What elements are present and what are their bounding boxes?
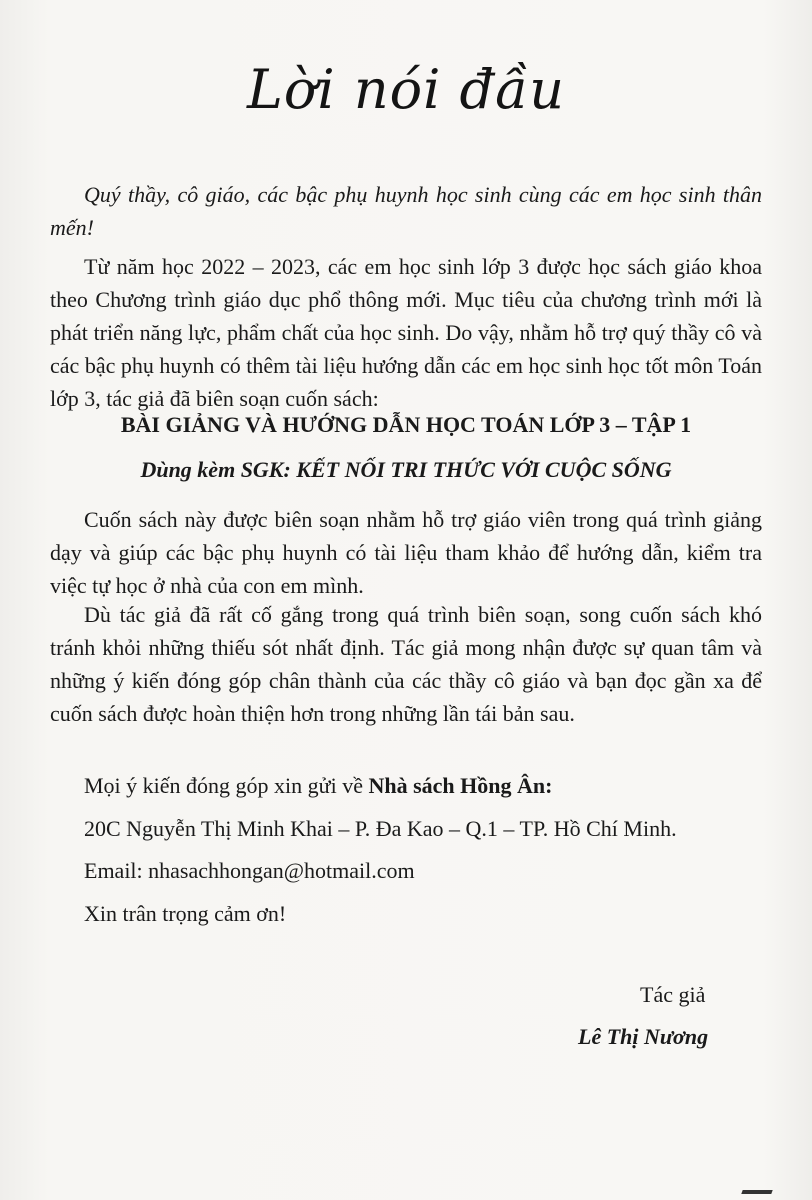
purpose-paragraph: Cuốn sách này được biên soạn nhằm hỗ trợ giáo viên trong quá trình giảng dạy và giúp các bậc phụ huynh có tài liệu tham khảo để hướng dẫn, kiểm tra việc tự học ở nhà của con em mình. (50, 507, 762, 598)
publisher-colon: : (545, 773, 553, 798)
book-title: BÀI GIẢNG VÀ HƯỚNG DẪN HỌC TOÁN LỚP 3 – TẬP 1 (120, 412, 692, 437)
publisher-name: Nhà sách Hồng Ân (368, 773, 546, 798)
intro-paragraph: Từ năm học 2022 – 2023, các em học sinh lớp 3 được học sách giáo khoa theo Chương trình giáo dục phổ thông mới. Mục tiêu của chương trình mới là phát triển năng lực, phẩm chất của học sinh. Do vậy, nhằm hỗ trợ quý thầy cô và các bậc phụ huynh có thêm tài liệu hướng dẫn các em học sinh học tốt môn Toán lớp 3, tác giả đã biên soạn cuốn sách: (50, 254, 762, 411)
contact-lead: Mọi ý kiến đóng góp xin gửi về (84, 773, 369, 798)
email-line: Email: nhasachhongan@hotmail.com (84, 858, 415, 883)
book-subtitle: Dùng kèm SGK: KẾT NỐI TRI THỨC VỚI CUỘC SỐNG (140, 457, 672, 482)
signature-role: Tác giả (640, 982, 706, 1007)
page-title: Lời nói đầu (247, 58, 565, 121)
greeting-paragraph: Quý thầy, cô giáo, các bậc phụ huynh học sinh cùng các em học sinh thân mến! (50, 182, 762, 240)
contact-line (84, 773, 552, 799)
address-line: 20C Nguyễn Thị Minh Khai – P. Đa Kao – Q.1 – TP. Hồ Chí Minh. (84, 816, 677, 841)
signature-name: Lê Thị Nương (578, 1024, 709, 1049)
page-corner-mark (741, 1190, 772, 1194)
thanks-line: Xin trân trọng cảm ơn! (84, 901, 287, 926)
apology-paragraph: Dù tác giả đã rất cố gắng trong quá trình biên soạn, song cuốn sách khó tránh khỏi những thiếu sót nhất định. Tác giả mong nhận được sự quan tâm và những ý kiến đóng góp chân thành của các thầy cô giáo và bạn đọc gần xa để cuốn sách được hoàn thiện hơn trong những lần tái bản sau. (50, 602, 762, 726)
